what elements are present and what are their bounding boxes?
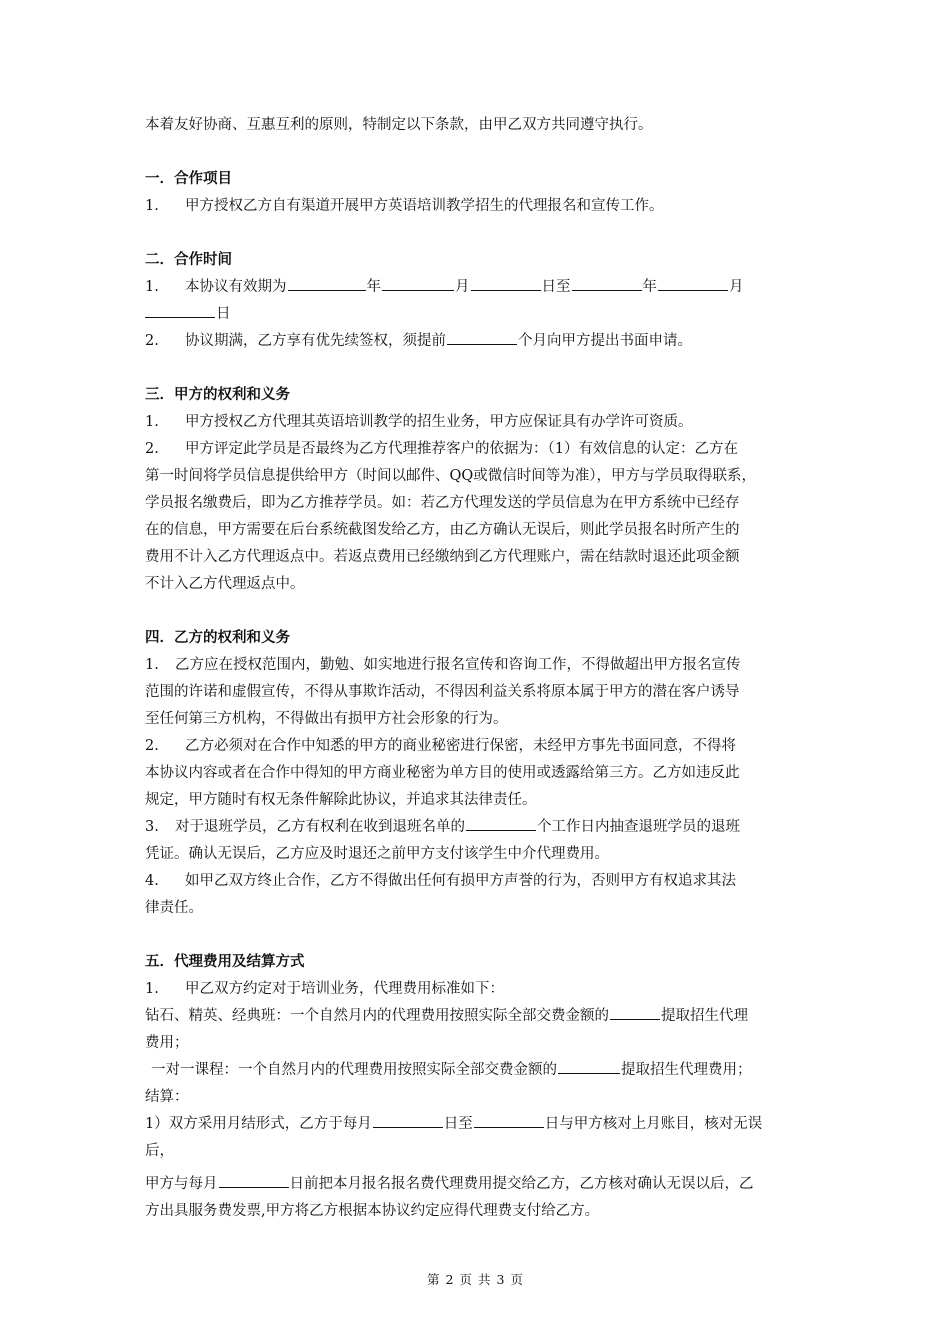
section-1-item-1 (145, 193, 813, 220)
blank-end-day[interactable] (145, 301, 215, 318)
text-line: 本协议内容或者在合作中得知的甲方商业秘密为单方目的使用或透露给第三方。乙方如违反此 (145, 765, 740, 781)
current-page-number: 2 (445, 1272, 454, 1287)
item-text: 甲乙双方约定对于培训业务，代理费用标准如下： (185, 981, 504, 997)
blank-workdays[interactable] (466, 814, 536, 831)
month-label: 月 (729, 279, 744, 295)
section-5-title: 五．代理费用及结算方式 (145, 954, 305, 970)
section-2-item-1-cont (145, 301, 813, 328)
item-text: 1）双方采用月结形式，乙方于每月 (145, 1116, 372, 1132)
section-1-title: 一．合作项目 (145, 171, 232, 187)
text-line (145, 1171, 813, 1198)
text-line: 在的信息，甲方需要在后台系统截图发给乙方，由乙方确认无误后，则此学员报名时所产生的 (145, 522, 740, 538)
item-number: 1. (145, 198, 159, 214)
item-number: 3. (145, 819, 159, 835)
document-page (145, 112, 813, 1225)
text-line: 凭证。确认无误后，乙方应及时退还之前甲方支付该学生中介代理费用。 (145, 846, 609, 862)
item-text: 本协议有效期为 (185, 279, 287, 295)
item-number: 1. (145, 657, 159, 673)
item-number: 1. (145, 279, 159, 295)
text-line: 不计入乙方代理返点中。 (145, 576, 305, 592)
text-line (145, 1111, 813, 1138)
section-4-title: 四．乙方的权利和义务 (145, 630, 290, 646)
day-label: 日 (216, 306, 231, 322)
month-label: 月 (455, 279, 470, 295)
item-number: 4. (145, 873, 159, 889)
blank-day-to[interactable] (474, 1111, 544, 1128)
footer-di: 第 (427, 1272, 440, 1287)
blank-day-from[interactable] (373, 1111, 443, 1128)
item-text: 个工作日内抽查退班学员的退班 (537, 819, 740, 835)
section-5-item-1 (145, 976, 813, 1003)
text-line: 至任何第三方机构，不得做出有损甲方社会形象的行为。 (145, 711, 508, 727)
section-3-item-1 (145, 409, 813, 436)
text-line: 结算： (145, 1089, 189, 1105)
text-line: 费用不计入乙方代理返点中。若返点费用已经缴纳到乙方代理账户，需在结款时退还此项金额 (145, 549, 740, 565)
item-text: 个月向甲方提出书面申请。 (518, 333, 692, 349)
item-number: 1. (145, 414, 159, 430)
item-text: 对于退班学员，乙方有权利在收到退班名单的 (175, 819, 465, 835)
item-text: 乙方必须对在合作中知悉的甲方的商业秘密进行保密，未经甲方事先书面同意，不得将 (185, 738, 736, 754)
item-text: 协议期满，乙方享有优先续签权，须提前 (185, 333, 446, 349)
text-line: 范围的许诺和虚假宣传，不得从事欺诈活动，不得因利益关系将原本属于甲方的潜在客户诱导 (145, 684, 740, 700)
blank-end-year[interactable] (572, 274, 642, 291)
section-4-item-2 (145, 733, 813, 760)
item-text: 提取招生代理费用； (621, 1062, 752, 1078)
page-footer (0, 1270, 950, 1288)
text-line: 后， (145, 1143, 174, 1159)
section-3-item-2 (145, 436, 813, 463)
item-number: 2. (145, 333, 159, 349)
blank-submit-day[interactable] (219, 1171, 289, 1188)
text-line: 律责任。 (145, 900, 203, 916)
footer-gong: 共 (478, 1272, 491, 1287)
section-4-item-4 (145, 868, 813, 895)
footer-ye: 页 (459, 1272, 472, 1287)
item-number: 2. (145, 441, 159, 457)
item-text: 钻石、精英、经典班：一个自然月内的代理费用按照实际全部交费金额的 (145, 1008, 609, 1024)
item-text: 甲方授权乙方自有渠道开展甲方英语培训教学招生的代理报名和宣传工作。 (185, 198, 664, 214)
item-text: 如甲乙双方终止合作，乙方不得做出任何有损甲方声誉的行为，否则甲方有权追求其法 (185, 873, 736, 889)
item-text: 一对一课程：一个自然月内的代理费用按照实际全部交费金额的 (151, 1062, 557, 1078)
blank-start-year[interactable] (288, 274, 366, 291)
section-4-item-1 (145, 652, 813, 679)
blank-start-day[interactable] (471, 274, 541, 291)
section-4-item-3 (145, 814, 813, 841)
section-3-title: 三．甲方的权利和义务 (145, 387, 290, 403)
text-line (145, 1057, 813, 1084)
item-number: 2. (145, 738, 159, 754)
blank-months[interactable] (447, 328, 517, 345)
item-text: 日前把本月报名报名费代理费用提交给乙方，乙方核对确认无误以后，乙 (289, 1176, 754, 1192)
item-text: 甲方与每月 (145, 1176, 218, 1192)
section-2-item-2 (145, 328, 813, 355)
section-2-title: 二．合作时间 (145, 252, 232, 268)
section-2-item-1 (145, 274, 813, 301)
year-label: 年 (366, 279, 381, 295)
text-line: 学员报名缴费后，即为乙方推荐学员。如：若乙方代理发送的学员信息为在甲方系统中已经存 (145, 495, 740, 511)
blank-end-month[interactable] (658, 274, 728, 291)
year-label: 年 (642, 279, 657, 295)
item-text: 乙方应在授权范围内，勤勉、如实地进行报名宣传和咨询工作，不得做超出甲方报名宣传 (175, 657, 741, 673)
blank-rate-class[interactable] (610, 1003, 660, 1020)
item-text: 甲方授权乙方代理其英语培训教学的招生业务，甲方应保证具有办学许可资质。 (185, 414, 693, 430)
item-number: 1. (145, 981, 159, 997)
blank-rate-one-on-one[interactable] (558, 1057, 620, 1074)
item-text: 甲方评定此学员是否最终为乙方代理推荐客户的依据为：（1）有效信息的认定：乙方在 (185, 441, 738, 457)
footer-ye2: 页 (510, 1272, 523, 1287)
text-line: 费用； (145, 1035, 189, 1051)
text-line: 第一时间将学员信息提供给甲方（时间以邮件、QQ或微信时间等为准），甲方与学员取得联系， (145, 468, 757, 484)
item-text: 日与甲方核对上月账目，核对无误 (544, 1116, 763, 1132)
text-line (145, 1003, 813, 1030)
text-line: 方出具服务费发票,甲方将乙方根据本协议约定应得代理费支付给乙方。 (145, 1203, 600, 1219)
day-to-label: 日至 (541, 279, 571, 295)
intro-text: 本着友好协商、互惠互利的原则，特制定以下条款，由甲乙双方共同遵守执行。 (145, 117, 653, 133)
blank-start-month[interactable] (382, 274, 454, 291)
text-line: 规定，甲方随时有权无条件解除此协议，并追求其法律责任。 (145, 792, 537, 808)
item-text: 日至 (443, 1116, 473, 1132)
item-text: 提取招生代理 (661, 1008, 748, 1024)
total-pages: 3 (496, 1272, 505, 1287)
